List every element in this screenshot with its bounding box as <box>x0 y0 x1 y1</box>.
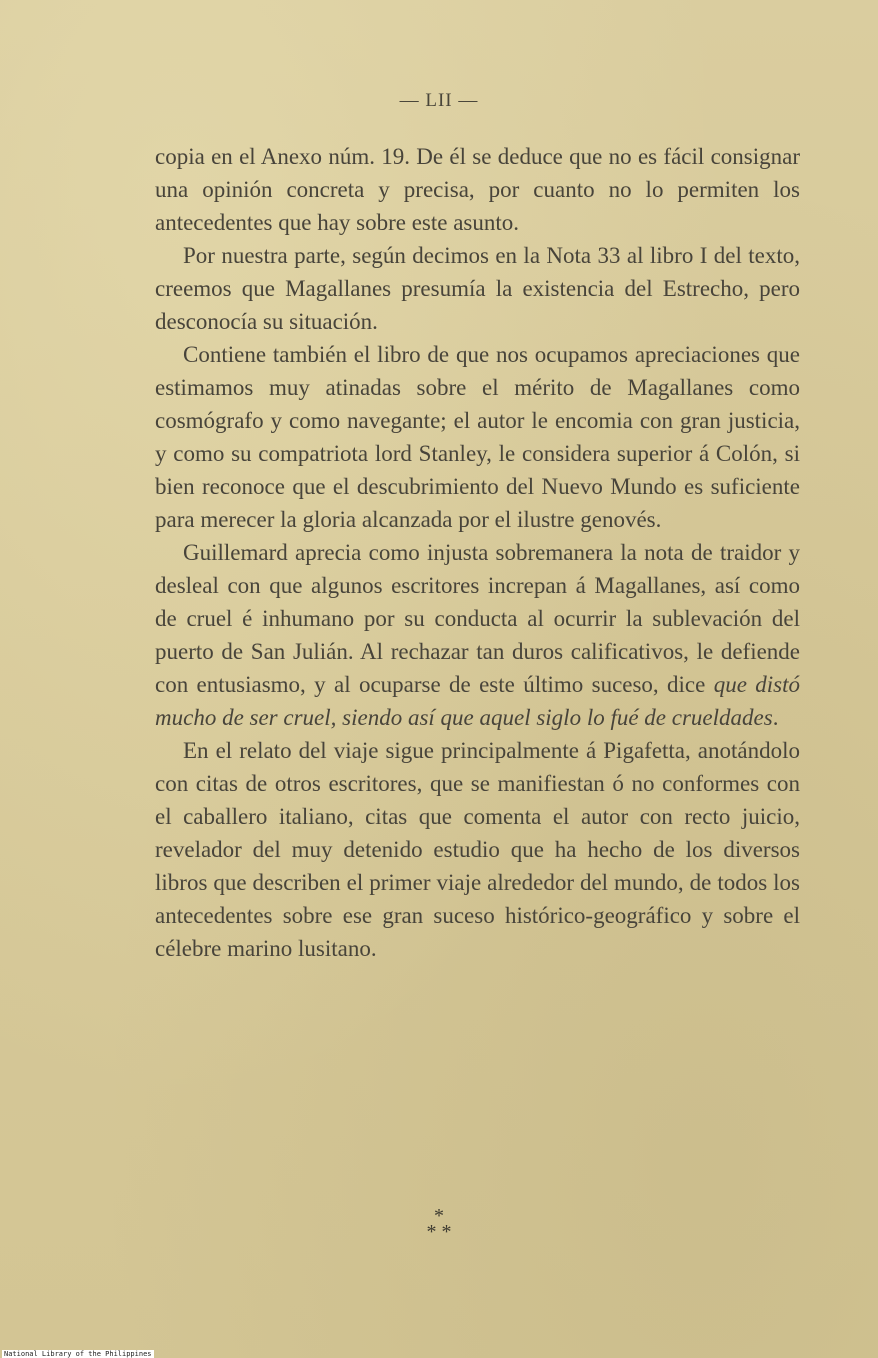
asterism-bottom: * * <box>426 1221 452 1243</box>
body-text <box>155 140 800 965</box>
paragraph-4-italic-quote: que distó mucho de ser cruel, siendo así que aquel siglo lo fué de crueldades <box>155 672 800 730</box>
paragraph-2: Por nuestra parte, según decimos en la Nota 33 al libro I del texto, creemos que Magallanes presumía la existencia del Estrecho, pero desconocía su situación. <box>155 243 800 334</box>
paragraph-5: En el relato del viaje sigue principalmente á Pigafetta, anotándolo con citas de otros escritores, que se manifiestan ó no conformes con el caballero italiano, citas que comenta el autor con recto juicio, revelador del muy detenido estudio que ha hecho de los diversos libros que describen el primer viaje alrededor del mundo, de todos los antecedentes sobre ese gran suceso histórico-geográfico y sobre el célebre marino lusitano. <box>155 738 800 961</box>
asterism-top: * <box>434 1205 444 1227</box>
page-number: — LII — <box>399 90 479 111</box>
asterism-ornament <box>0 1205 878 1243</box>
paragraph-4-text: Guillemard aprecia como injusta sobremanera la nota de traidor y desleal con que algunos escritores increpan á Magallanes, así como de cruel é inhumano por su conducta al ocurrir la sublevación del puerto de San Julián. Al rechazar tan duros calificativos, le defiende con entusiasmo, y al ocuparse de este último suceso, dice <box>155 540 800 697</box>
paragraph-4 <box>155 536 800 734</box>
library-watermark: National Library of the Philippines <box>4 1350 152 1358</box>
paragraph-1: copia en el Anexo núm. 19. De él se deduce que no es fácil consignar una opinión concreta y precisa, por cuanto no lo permiten los antecedentes que hay sobre este asunto. <box>155 144 800 235</box>
paragraph-4-end: . <box>772 705 779 730</box>
paragraph-3: Contiene también el libro de que nos ocupamos apreciaciones que estimamos muy atinadas sobre el mérito de Magallanes como cosmógrafo y como navegante; el autor le encomia con gran justicia, y como su compatriota lord Stanley, le considera superior á Colón, si bien reconoce que el descubrimiento del Nuevo Mundo es suficiente para merecer la gloria alcanzada por el ilustre genovés. <box>155 342 800 532</box>
